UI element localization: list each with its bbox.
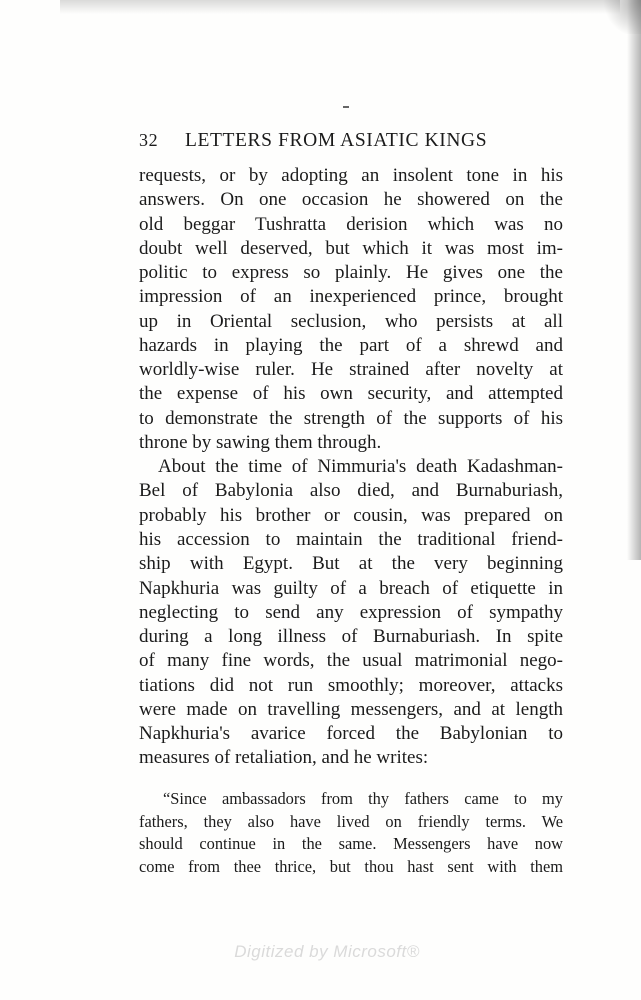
text-line: Bel of Babylonia also died, and Burnaburiash, — [139, 480, 563, 502]
text-line: neglecting to send any expression of sympathy — [139, 601, 563, 623]
digitization-watermark: Digitized by Microsoft® — [234, 942, 420, 961]
text-line: hazards in playing the part of a shrewd and — [139, 334, 563, 356]
text-line: up in Oriental seclusion, who persists at all — [139, 310, 563, 332]
running-header — [139, 130, 579, 156]
quote-line: “Since ambassadors from thy fathers came to my — [163, 789, 563, 808]
text-line: during a long illness of Burnaburiash. In spite — [139, 626, 563, 648]
quote-line: come from thee thrice, but thou hast sent with them — [139, 856, 563, 876]
block-quote — [139, 788, 563, 878]
page-top-shadow — [60, 0, 620, 14]
text-line: of many fine words, the usual matrimonial nego- — [139, 650, 563, 672]
text-line: were made on travelling messengers, and at length — [139, 698, 563, 720]
text-line: the expense of his own security, and attempted — [139, 383, 563, 405]
text-line: doubt well deserved, but which it was most im- — [139, 237, 563, 259]
body-text — [139, 164, 563, 771]
page-right-shadow — [627, 0, 641, 560]
text-line: requests, or by adopting an insolent tone in his — [139, 165, 563, 186]
top-mark — [343, 106, 349, 108]
page-corner-shadow — [599, 0, 641, 34]
text-line: answers. On one occasion he showered on the — [139, 189, 563, 211]
text-line: ship with Egypt. But at the very beginning — [139, 553, 563, 575]
text-line: his accession to maintain the traditional friend- — [139, 528, 563, 550]
text-line: old beggar Tushratta derision which was no — [139, 213, 563, 235]
running-title: LETTERS FROM ASIATIC KINGS — [185, 130, 488, 151]
text-line: Napkhuria's avarice forced the Babylonian to — [139, 723, 563, 745]
paragraph-end-line: measures of retaliation, and he writes: — [139, 747, 429, 769]
text-line: probably his brother or cousin, was prepared on — [139, 504, 563, 526]
text-line: to demonstrate the strength of the supports of his — [139, 407, 563, 429]
paragraph-end-line: throne by sawing them through. — [139, 431, 382, 453]
page-number: 32 — [139, 130, 159, 150]
text-line: tiations did not run smoothly; moreover, attacks — [139, 674, 563, 696]
quote-line: should continue in the same. Messengers have now — [139, 834, 563, 853]
quote-line: fathers, they also have lived on friendly terms. We — [139, 811, 563, 831]
text-line: politic to express so plainly. He gives one the — [139, 262, 563, 284]
text-line: Napkhuria was guilty of a breach of etiquette in — [139, 577, 563, 599]
text-line: worldly-wise ruler. He strained after novelty at — [139, 359, 563, 381]
text-line: impression of an inexperienced prince, brought — [139, 286, 563, 308]
paragraph-start-line: About the time of Nimmuria's death Kadashman- — [158, 456, 563, 478]
